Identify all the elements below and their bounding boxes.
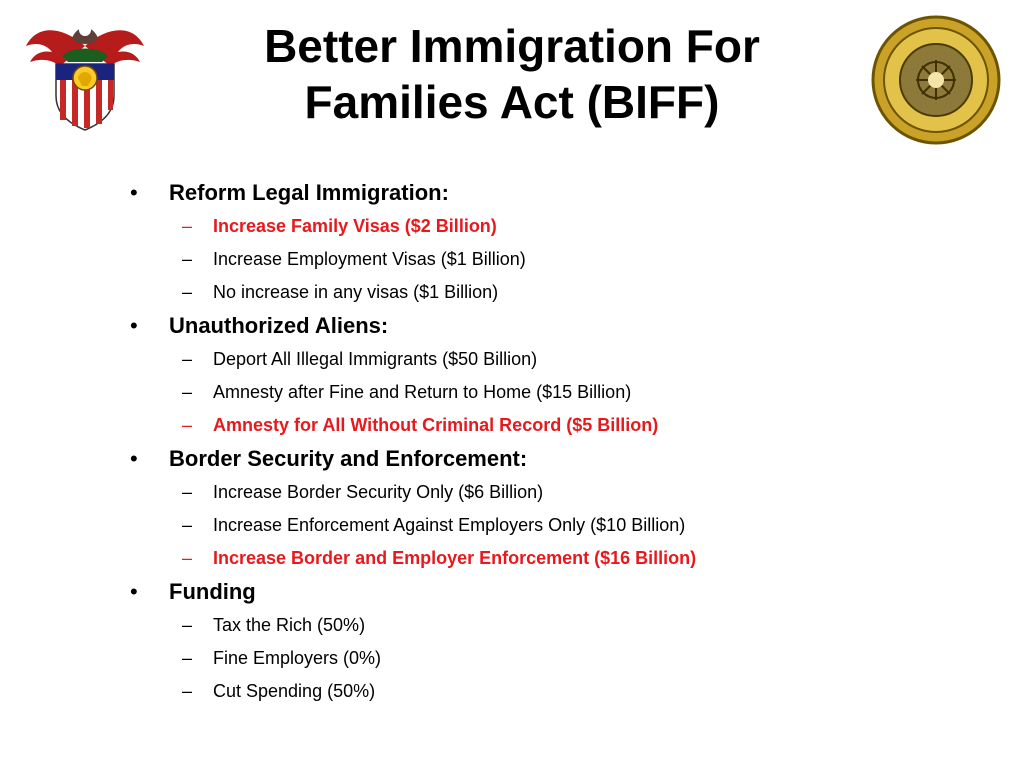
slide-title [190, 18, 834, 130]
list-item-text: No increase in any visas ($1 Billion) [213, 282, 499, 302]
list-item [130, 243, 990, 276]
dash-icon: – [182, 615, 193, 635]
list-item [130, 409, 990, 442]
list-item [130, 509, 990, 542]
section-funding [130, 575, 990, 708]
bullet-icon: • [130, 446, 138, 471]
list-item-text: Increase Family Visas ($2 Billion) [213, 216, 497, 236]
dash-icon: – [182, 382, 193, 402]
list-item [130, 642, 990, 675]
list-item [130, 276, 990, 309]
dash-icon: – [182, 415, 193, 435]
list-item-text: Increase Employment Visas ($1 Billion) [213, 249, 526, 269]
dash-icon: – [182, 681, 193, 701]
section-heading [130, 442, 990, 476]
list-item [130, 343, 990, 376]
bullet-icon: • [130, 313, 138, 338]
list-item [130, 675, 990, 708]
bullet-content [130, 176, 990, 708]
list-item-text: Deport All Illegal Immigrants ($50 Billion) [213, 349, 538, 369]
list-item-text: Increase Enforcement Against Employers Only ($10 Billion) [213, 515, 686, 535]
west-point-crest-icon [22, 16, 148, 132]
dash-icon: – [182, 282, 193, 302]
dash-icon: – [182, 216, 193, 236]
list-item [130, 376, 990, 409]
list-item-text: Amnesty after Fine and Return to Home ($15 Billion) [213, 382, 632, 402]
section-heading-text: Border Security and Enforcement: [169, 446, 528, 471]
title-line-1: Better Immigration For [264, 20, 760, 72]
list-item [130, 210, 990, 243]
section-heading [130, 176, 990, 210]
list-item-text: Fine Employers (0%) [213, 648, 382, 668]
dash-icon: – [182, 482, 193, 502]
section-border-security [130, 442, 990, 575]
section-unauthorized-aliens [130, 309, 990, 442]
dash-icon: – [182, 249, 193, 269]
list-item-text: Amnesty for All Without Criminal Record ($5 Billion) [213, 415, 659, 435]
section-heading-text: Funding [169, 579, 256, 604]
dash-icon: – [182, 349, 193, 369]
list-item [130, 542, 990, 575]
list-item-text: Increase Border and Employer Enforcement ($16 Billion) [213, 548, 697, 568]
dash-icon: – [182, 648, 193, 668]
title-line-2: Families Act (BIFF) [304, 76, 720, 128]
section-reform-legal-immigration [130, 176, 990, 309]
bullet-icon: • [130, 579, 138, 604]
section-heading-text: Unauthorized Aliens: [169, 313, 389, 338]
bullet-icon: • [130, 180, 138, 205]
list-item [130, 476, 990, 509]
dash-icon: – [182, 515, 193, 535]
section-heading [130, 575, 990, 609]
dash-icon: – [182, 548, 193, 568]
list-item [130, 609, 990, 642]
department-of-social-sciences-seal-icon [870, 14, 1002, 146]
list-item-text: Tax the Rich (50%) [213, 615, 366, 635]
list-item-text: Cut Spending (50%) [213, 681, 376, 701]
section-heading [130, 309, 990, 343]
section-heading-text: Reform Legal Immigration: [169, 180, 449, 205]
list-item-text: Increase Border Security Only ($6 Billion) [213, 482, 544, 502]
